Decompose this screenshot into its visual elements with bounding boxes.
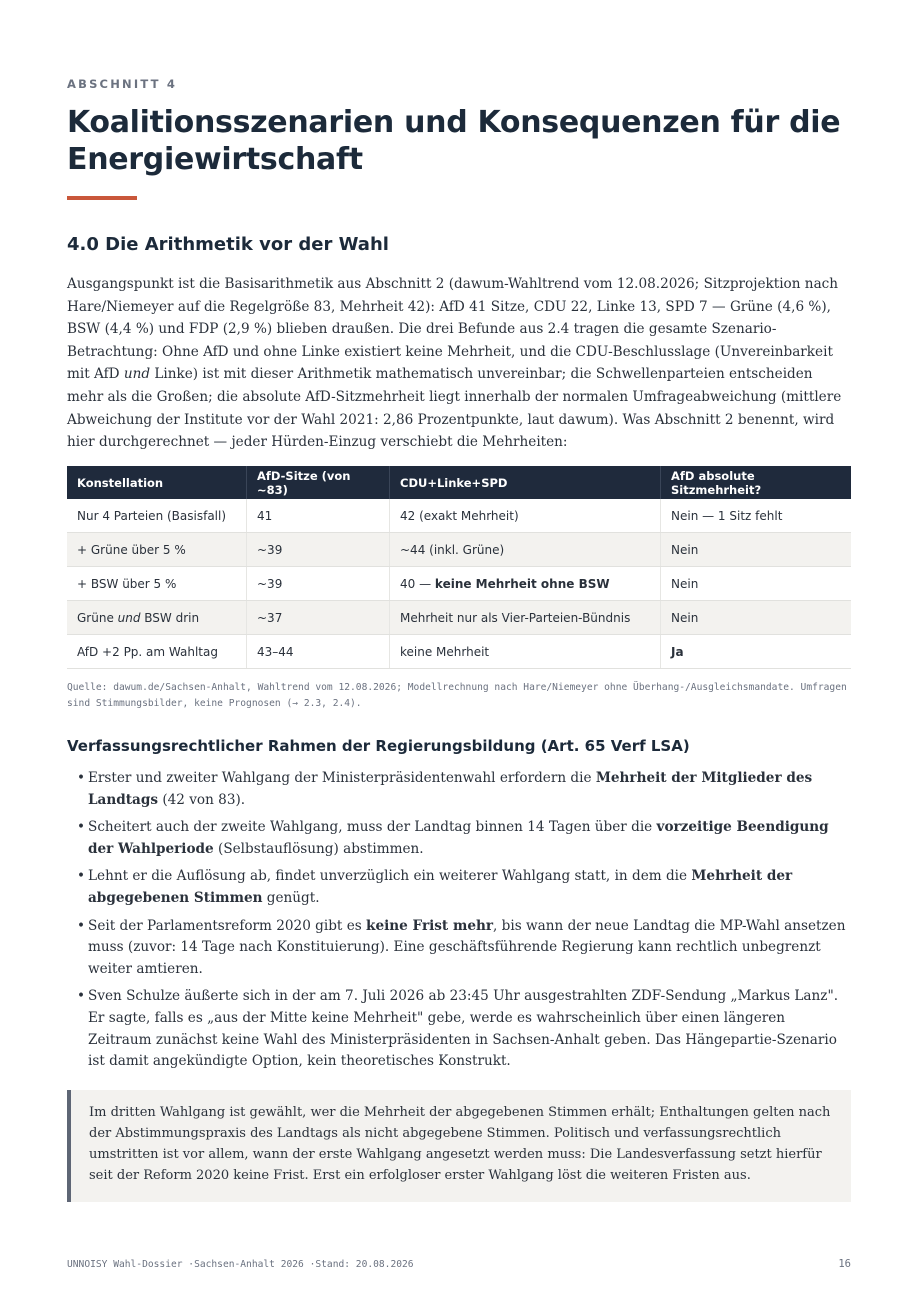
- table-row: [67, 567, 851, 601]
- table-source-note: Quelle: dawum.de/Sachsen-Anhalt, Wahltrend vom 12.08.2026; Modellrechnung nach Hare/Niemeyer ohne Überhang-/Ausgleichsmandate. Umfragen sind Stimmungsbilder, keine Prognosen (→ 2.3, 2.4).: [67, 682, 847, 709]
- intro-text-2: Linke) ist mit dieser Arithmetik mathematisch unvereinbar; die Schwellenparteien entscheiden mehr als die Großen; die absolute AfD-Sitzmehrheit liegt innerhalb der normalen Umfrageabweichung (mittlere Abweichung der Institute vor der Wahl 2021: 2,86 Prozentpunkte, laut dawum). Was Abschnitt 2 benennt, wird hier durchgerechnet — jeder Hürden-Einzug verschiebt die Mehrheiten:: [67, 366, 842, 451]
- header-afd-seats: AfD-Sitze (von ~83): [247, 466, 390, 499]
- table-header-row: [67, 466, 851, 499]
- section-kicker: ABSCHNITT 4: [67, 77, 178, 91]
- bullet-emphasis: Mehrheit der Mitglieder des Landtags: [88, 770, 813, 808]
- bullet-emphasis: keine Frist mehr: [366, 917, 494, 934]
- table-row: [67, 635, 851, 669]
- list-item: [67, 866, 851, 909]
- cell-emphasis: keine Mehrheit ohne BSW: [434, 576, 610, 591]
- table-row: [67, 533, 851, 567]
- cell-afd-seats: ~39: [247, 567, 390, 601]
- list-item: [67, 916, 851, 981]
- bullet-text: Erster und zweiter Wahlgang der Ministerpräsidentenwahl erfordern die: [88, 770, 596, 786]
- intro-emphasis: und: [123, 366, 151, 383]
- list-item: [67, 986, 851, 1072]
- list-item: [67, 817, 851, 860]
- title-accent-rule: [67, 196, 137, 200]
- cell-konstellation: Nur 4 Parteien (Basisfall): [67, 499, 247, 533]
- cell-konstellation: AfD +2 Pp. am Wahltag: [67, 635, 247, 669]
- bullet-text: Lehnt er die Auflösung ab, findet unverzüglich ein weiterer Wahlgang statt, in dem die: [88, 868, 692, 885]
- cell-text: Grüne: [77, 610, 118, 625]
- cell-afd-majority: Nein — 1 Sitz fehlt: [661, 499, 852, 533]
- cell-emphasis: Ja: [671, 644, 684, 659]
- cell-text: BSW drin: [140, 610, 200, 625]
- framework-bullet-list: [67, 768, 851, 1079]
- header-afd-majority: AfD absolute Sitzmehrheit?: [661, 466, 852, 499]
- intro-paragraph: [67, 273, 851, 454]
- cell-cdu-linke-spd: 42 (exakt Mehrheit): [390, 499, 661, 533]
- cell-afd-majority: Nein: [661, 567, 852, 601]
- callout-text: Im dritten Wahlgang ist gewählt, wer die Mehrheit der abgegebenen Stimmen erhält; Enthaltungen gelten nach der Abstimmungspraxis des Landtags als nicht abgegebene Stimmen. Politisch und verfassungsrechtlich umstritten ist vor allem, wann der erste Wahlgang angesetzt werden muss: Die Landesverfassung setzt hierfür seit der Reform 2020 keine Frist. Erst ein erfolgloser erster Wahlgang löst die weiteren Fristen aus.: [89, 1105, 831, 1183]
- header-cdu-linke-spd: CDU+Linke+SPD: [390, 466, 661, 499]
- cell-konstellation: + Grüne über 5 %: [67, 533, 247, 567]
- footer-document-info: UNNOISY Wahl-Dossier ·Sachsen-Anhalt 2026 ·Stand: 20.08.2026: [67, 1259, 414, 1270]
- seat-arithmetic-table: [67, 466, 851, 669]
- intro-text-1: Ausgangspunkt ist die Basisarithmetik aus Abschnitt 2 (dawum-Wahltrend vom 12.08.2026; Sitzprojektion nach Hare/Niemeyer auf die Regelgröße 83, Mehrheit 42): AfD 41 Sitze, CDU 22, Linke 13, SPD 7 — Grüne (4,6 %), BSW (4,4 %) und FDP (2,9 %) blieben draußen. Die drei Befunde aus 2.4 tragen die gesamte Szenario-Betrachtung: Ohne AfD und ohne Linke existiert keine Mehrheit, und die CDU-Beschlusslage (Unvereinbarkeit mit AfD: [67, 276, 839, 383]
- bullet-emphasis: vorzeitige Beendigung der Wahlperiode: [88, 819, 829, 857]
- cell-afd-seats: ~37: [247, 601, 390, 635]
- cell-afd-seats: 41: [247, 499, 390, 533]
- page-number: 16: [838, 1258, 851, 1270]
- cell-afd-majority: Nein: [661, 533, 852, 567]
- cell-cdu-linke-spd: [390, 567, 661, 601]
- cell-afd-majority: [661, 635, 852, 669]
- cell-afd-seats: 43–44: [247, 635, 390, 669]
- bullet-text: , bis wann der neue Landtag die MP-Wahl ansetzen muss (zuvor: 14 Tage nach Konstituierung). Eine geschäftsführende Regierung kann rechtlich unbegrenzt weiter amtieren.: [88, 917, 846, 977]
- bullet-text: genügt.: [262, 889, 320, 906]
- cell-cdu-linke-spd: Mehrheit nur als Vier-Parteien-Bündnis: [390, 601, 661, 635]
- cell-konstellation: [67, 601, 247, 635]
- cell-cdu-linke-spd: ~44 (inkl. Grüne): [390, 533, 661, 567]
- cell-afd-seats: ~39: [247, 533, 390, 567]
- table-row: [67, 601, 851, 635]
- bullet-text: (42 von 83).: [158, 791, 246, 808]
- bullet-text: Seit der Parlamentsreform 2020 gibt es: [88, 917, 367, 934]
- callout-box: [67, 1090, 851, 1202]
- framework-heading: Verfassungsrechtlicher Rahmen der Regierungsbildung (Art. 65 Verf LSA): [67, 737, 690, 755]
- cell-cdu-linke-spd: keine Mehrheit: [390, 635, 661, 669]
- list-item: [67, 768, 851, 811]
- cell-emphasis: und: [117, 610, 141, 625]
- bullet-text: Scheitert auch der zweite Wahlgang, muss der Landtag binnen 14 Tagen über die: [88, 819, 657, 836]
- bullet-text: (Selbstauflösung) abstimmen.: [213, 840, 424, 857]
- cell-text: 40 —: [400, 576, 435, 591]
- cell-afd-majority: Nein: [661, 601, 852, 635]
- cell-konstellation: + BSW über 5 %: [67, 567, 247, 601]
- bullet-text: Sven Schulze äußerte sich in der am 7. Juli 2026 ab 23:45 Uhr ausgestrahlten ZDF-Sendung „Markus Lanz". Er sagte, falls es „aus der Mitte keine Mehrheit" gebe, werde es wahrscheinlich über einen längeren Zeitraum zunächst keine Wahl des Ministerpräsidenten in Sachsen-Anhalt geben. Das Hängepartie-Szenario ist damit angekündigte Option, kein theoretisches Konstrukt.: [88, 988, 839, 1070]
- subsection-heading: 4.0 Die Arithmetik vor der Wahl: [67, 234, 389, 255]
- bullet-emphasis: Mehrheit der abgegebenen Stimmen: [88, 868, 793, 906]
- page-title: Koalitionsszenarien und Konsequenzen für die Energiewirtschaft: [67, 105, 841, 177]
- table-row: [67, 499, 851, 533]
- header-konstellation: Konstellation: [67, 466, 247, 499]
